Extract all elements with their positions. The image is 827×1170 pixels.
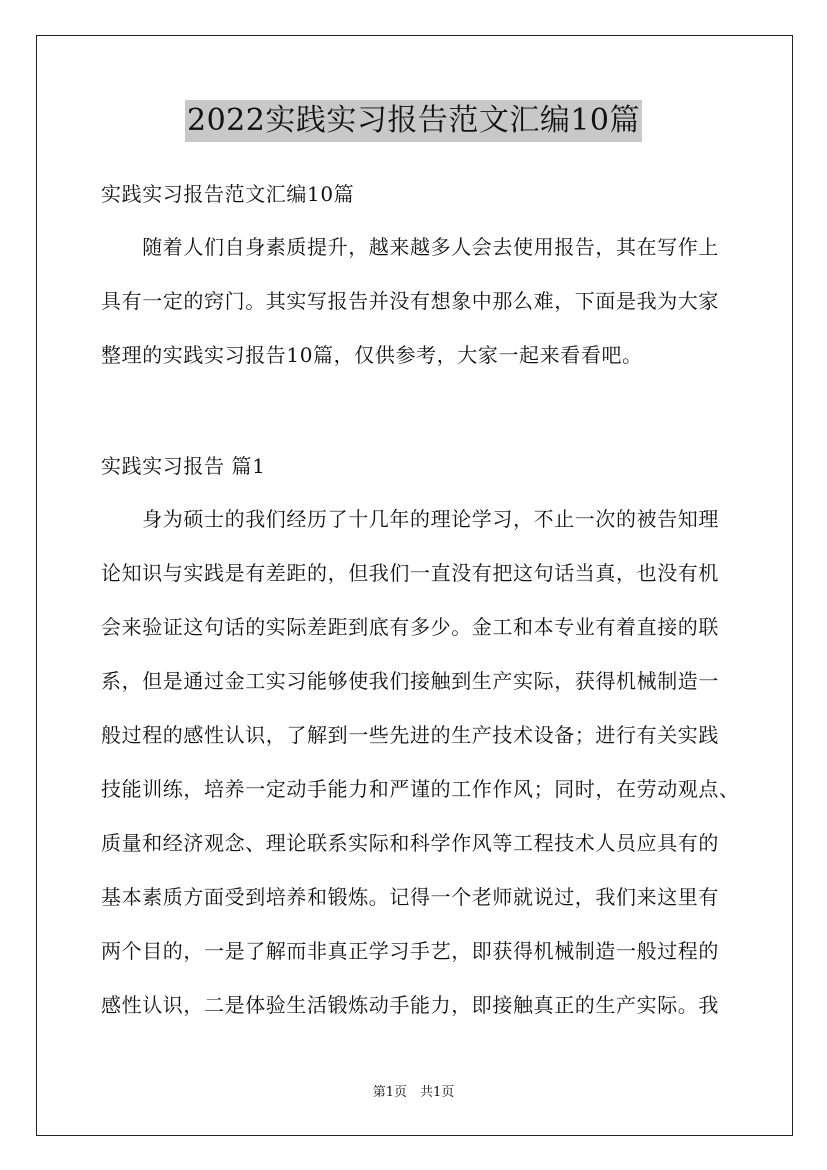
intro-line-3: 整理的实践实习报告10篇，仅供参考，大家一起来看看吧。 [101,343,643,367]
body-line-1: 身为硕士的我们经历了十几年的理论学习，不止一次的被告知理 [101,507,719,531]
page-footer: 第1页 共1页 [372,1085,455,1100]
body-line-2: 论知识与实践是有差距的，但我们一直没有把这句话当真，也没有机 [101,561,719,585]
body-line-6: 技能训练，培养一定动手能力和严谨的工作作风；同时，在劳动观点、 [101,777,740,801]
body-line-7: 质量和经济观念、理论联系实际和科学作风等工程技术人员应具有的 [101,831,719,855]
body-line-8: 基本素质方面受到培养和锻炼。记得一个老师就说过，我们来这里有 [101,885,719,909]
body-line-3: 会来验证这句话的实际差距到底有多少。金工和本专业有着直接的联 [101,615,719,639]
body-line-9: 两个目的，一是了解而非真正学习手艺，即获得机械制造一般过程的 [101,939,719,963]
section-heading: 实践实习报告 篇1 [101,454,266,478]
intro-line-2: 具有一定的窍门。其实写报告并没有想象中那么难，下面是我为大家 [101,289,719,313]
body-line-5: 般过程的感性认识，了解到一些先进的生产技术设备；进行有关实践 [101,723,719,747]
title-wrap [0,100,827,142]
document-title: 2022实践实习报告范文汇编10篇 [185,100,642,142]
body-line-4: 系，但是通过金工实习能够使我们接触到生产实际，获得机械制造一 [101,669,719,693]
document-subtitle: 实践实习报告范文汇编10篇 [101,182,355,206]
intro-line-1: 随着人们自身素质提升，越来越多人会去使用报告，其在写作上 [101,235,719,259]
body-line-10: 感性认识，二是体验生活锻炼动手能力，即接触真正的生产实际。我 [101,993,719,1017]
